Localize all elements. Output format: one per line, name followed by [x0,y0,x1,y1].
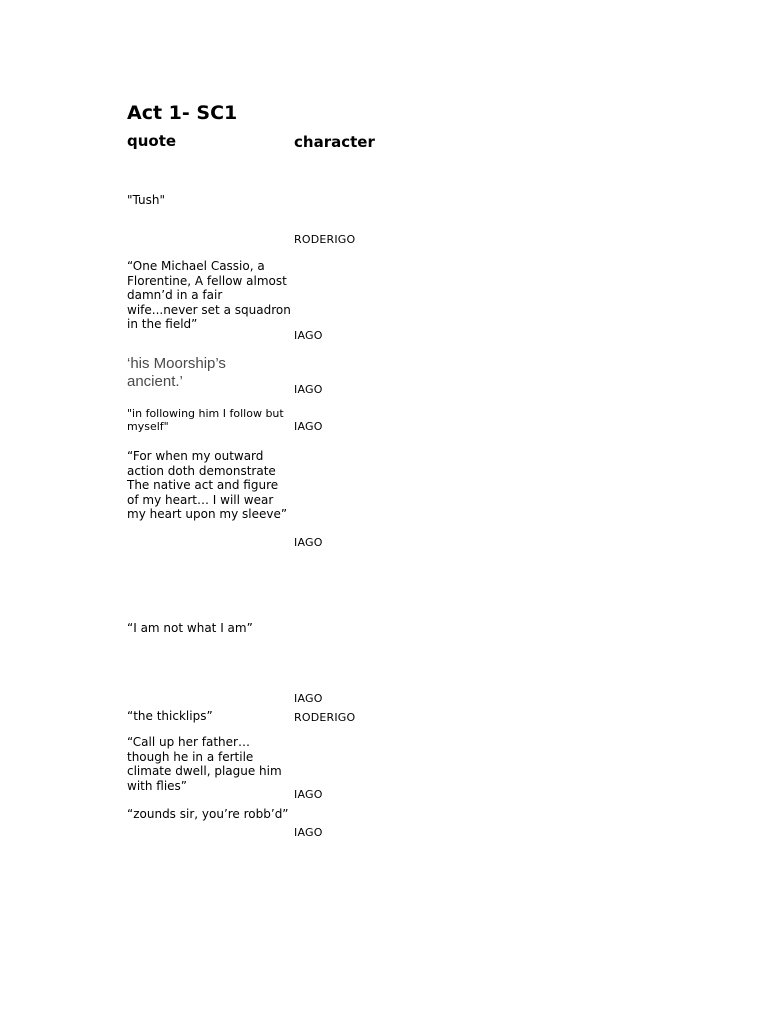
character-name: IAGO [294,692,323,705]
character-name: IAGO [294,826,323,839]
character-name: IAGO [294,329,323,342]
character-name: RODERIGO [294,711,356,724]
character-name: RODERIGO [294,233,356,246]
quote-text: “zounds sir, you’re robb’d” [127,807,289,821]
quote-text: “One Michael Cassio, a Florentine, A fellow almost damn’d in a fair wife...never set a squadron in the field” [127,259,291,332]
quote-text: ‘his Moorship’s ancient.’ [127,355,226,390]
page-title: Act 1- SC1 [127,102,238,124]
character-name: IAGO [294,788,323,801]
character-name: IAGO [294,536,323,549]
character-name: IAGO [294,420,323,433]
quote-text: "in following him I follow but myself" [127,407,284,434]
column-header-character: character [294,133,375,151]
quote-text: “Call up her father… though he in a fertile climate dwell, plague him with flies” [127,735,282,793]
quote-text: “the thicklips” [127,709,213,723]
quote-text: "Tush" [127,193,166,207]
column-header-quote: quote [127,132,177,150]
quote-text: “I am not what I am” [127,621,253,635]
quote-text: “For when my outward action doth demonstrate The native act and figure of my heart… I will wear my heart upon my sleeve” [127,449,288,522]
character-name: IAGO [294,383,323,396]
